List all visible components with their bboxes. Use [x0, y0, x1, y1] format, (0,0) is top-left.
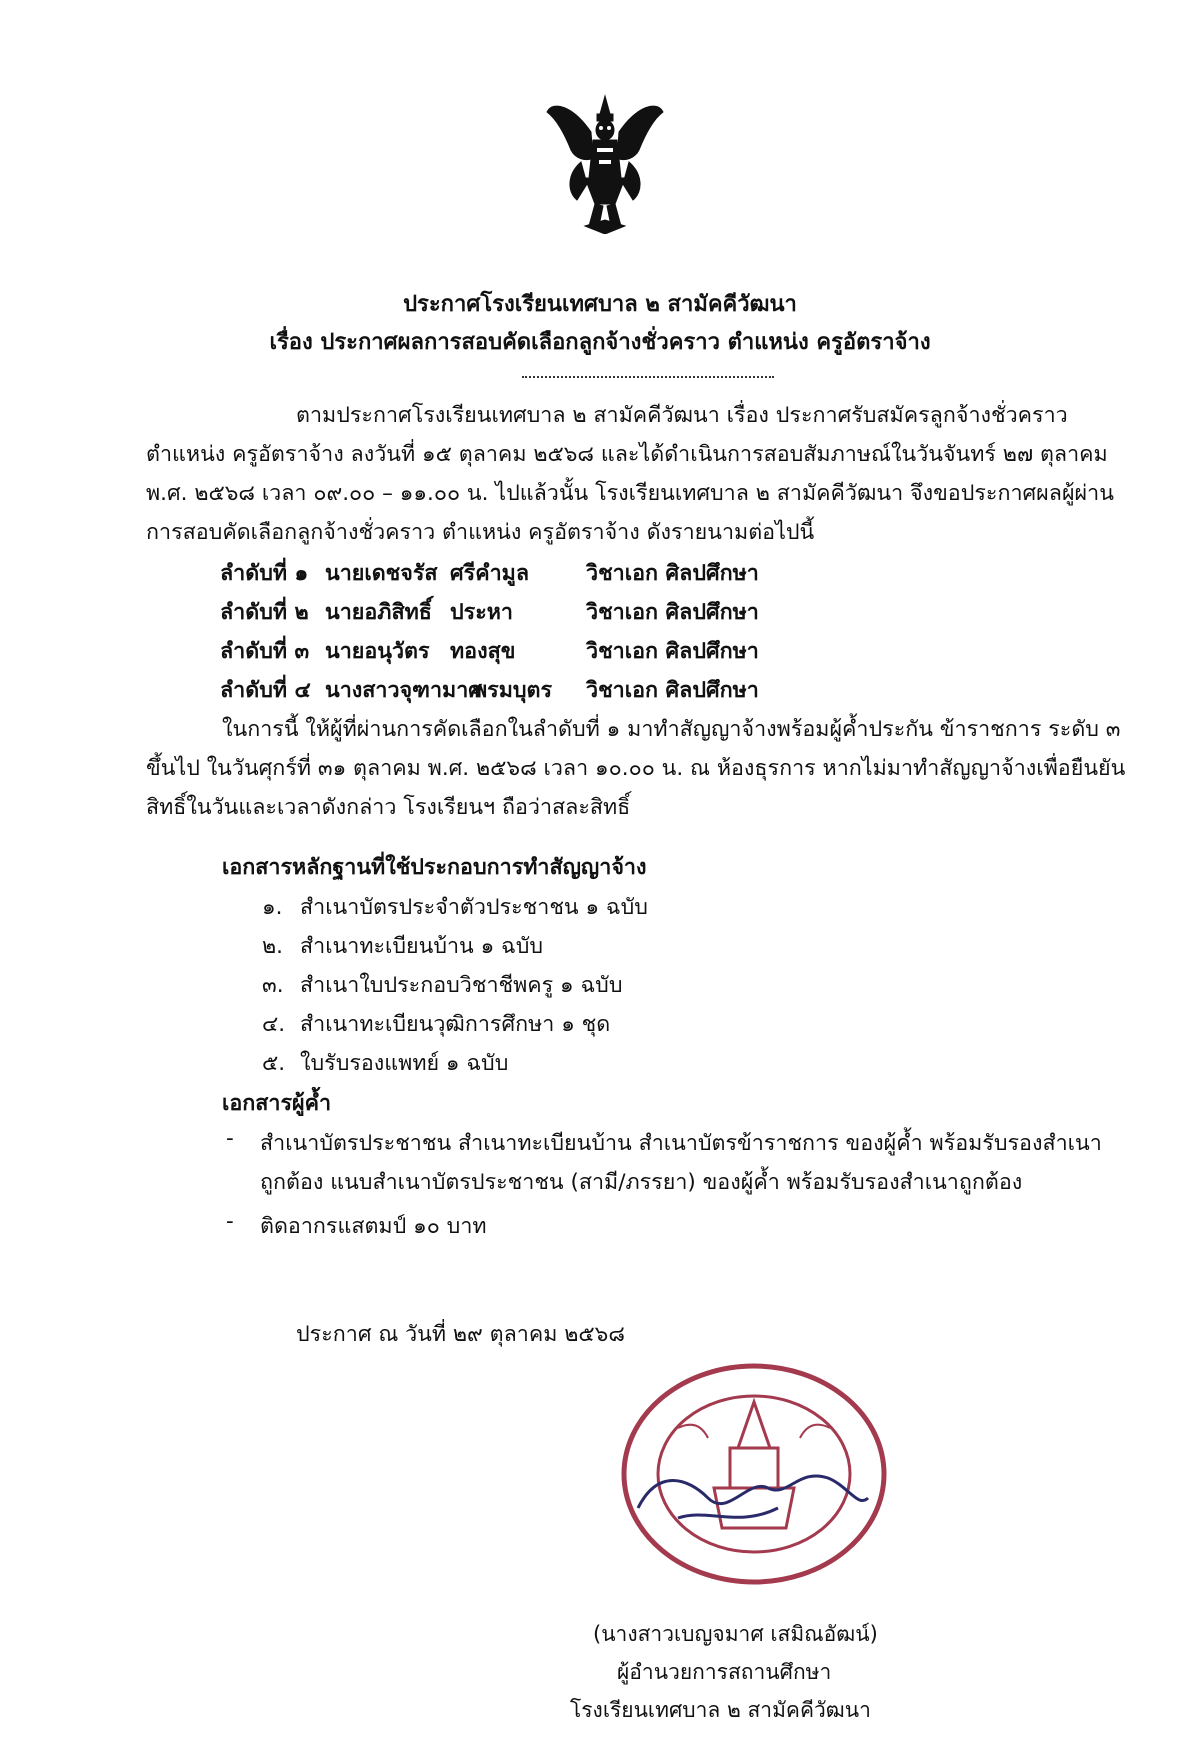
contract-line-2: ขึ้นไป ในวันศุกร์ที่ ๓๑ ตุลาคม พ.ศ. ๒๕๖๘ เวลา ๑๐.๐๐ น. ณ ห้องธุรการ หากไม่มาทำสัญญาจ้างเพื่อยืนยัน	[146, 756, 1126, 781]
bullet: -	[226, 1209, 234, 1234]
candidate-first-name: นางสาวจุฑามาศ	[325, 678, 482, 703]
intro-line-1: ตามประกาศโรงเรียนเทศบาล ๒ สามัคคีวัฒนา เรื่อง ประกาศรับสมัครลูกจ้างชั่วคราว	[296, 403, 1068, 428]
list-number: ๓.	[262, 973, 284, 998]
list-text: สำเนาบัตรประจำตัวประชาชน ๑ ฉบับ	[300, 895, 648, 920]
candidate-first-name: นายเดชจรัส	[325, 561, 438, 586]
candidate-major: วิชาเอก ศิลปศึกษา	[586, 639, 759, 664]
candidate-major: วิชาเอก ศิลปศึกษา	[586, 678, 759, 703]
title-divider	[522, 376, 774, 378]
guarantor-line-2: ถูกต้อง แนบสำเนาบัตรประชาชน (สามี/ภรรยา) ของผู้ค้ำ พร้อมรับรองสำเนาถูกต้อง	[260, 1170, 1023, 1195]
announcement-title: ประกาศโรงเรียนเทศบาล ๒ สามัคคีวัฒนา	[403, 292, 797, 317]
announcement-subject: เรื่อง ประกาศผลการสอบคัดเลือกลูกจ้างชั่วคราว ตำแหน่ง ครูอัตราจ้าง	[269, 330, 931, 355]
list-text: สำเนาทะเบียนวุฒิการศึกษา ๑ ชุด	[300, 1012, 611, 1037]
list-item	[262, 890, 648, 924]
candidate-last-name: ทองสุข	[450, 639, 516, 664]
signer-position: ผู้อำนวยการสถานศึกษา	[617, 1660, 832, 1684]
candidate-last-name: ประหา	[450, 600, 513, 625]
contract-line-3: สิทธิ์ในวันและเวลาดังกล่าว โรงเรียนฯ ถือว่าสละสิทธิ์	[146, 795, 631, 820]
list-text: สำเนาใบประกอบวิชาชีพครู ๑ ฉบับ	[300, 973, 623, 998]
bullet: -	[226, 1126, 234, 1151]
candidate-rank: ลำดับที่ ๒	[220, 600, 309, 625]
candidate-last-name: ศรีคำมูล	[450, 561, 529, 586]
list-text: ใบรับรองแพทย์ ๑ ฉบับ	[300, 1051, 509, 1076]
list-item	[262, 968, 623, 1002]
intro-line-2: ตำแหน่ง ครูอัตราจ้าง ลงวันที่ ๑๕ ตุลาคม ๒๕๖๘ และได้ดำเนินการสอบสัมภาษณ์ในวันจันทร์ ๒๗ ตุลาคม	[146, 442, 1108, 467]
candidate-first-name: นายอภิสิทธิ์	[325, 600, 432, 625]
garuda-emblem-icon	[545, 92, 665, 234]
guarantor-heading: เอกสารผู้ค้ำ	[222, 1091, 332, 1116]
signer-school: โรงเรียนเทศบาล ๒ สามัคคีวัฒนา	[570, 1698, 871, 1722]
intro-line-3: พ.ศ. ๒๕๖๘ เวลา ๐๙.๐๐ – ๑๑.๐๐ น. ไปแล้วนั้น โรงเรียนเทศบาล ๒ สามัคคีวัฒนา จึงขอประกาศผลผู้ผ่าน	[146, 481, 1114, 506]
list-item	[262, 929, 543, 963]
list-number: ๔.	[262, 1012, 286, 1037]
docs-heading: เอกสารหลักฐานที่ใช้ประกอบการทำสัญญาจ้าง	[222, 855, 647, 880]
list-number: ๕.	[262, 1051, 286, 1076]
list-text: สำเนาทะเบียนบ้าน ๑ ฉบับ	[300, 934, 543, 959]
candidate-major: วิชาเอก ศิลปศึกษา	[586, 600, 759, 625]
candidate-rank: ลำดับที่ ๑	[220, 561, 309, 586]
guarantor-line-3: ติดอากรแสตมป์ ๑๐ บาท	[260, 1214, 487, 1239]
list-number: ๒.	[262, 934, 284, 959]
school-seal-stamp-icon	[618, 1358, 890, 1590]
intro-line-4: การสอบคัดเลือกลูกจ้างชั่วคราว ตำแหน่ง ครูอัตราจ้าง ดังรายนามต่อไปนี้	[146, 520, 815, 545]
announce-date: ประกาศ ณ วันที่ ๒๙ ตุลาคม ๒๕๖๘	[296, 1322, 625, 1347]
handwritten-signature-icon	[638, 1476, 868, 1518]
candidate-rank: ลำดับที่ ๔	[220, 678, 311, 703]
candidate-major: วิชาเอก ศิลปศึกษา	[586, 561, 759, 586]
list-number: ๑.	[262, 895, 283, 920]
candidate-last-name: พรมบุตร	[473, 678, 553, 703]
contract-line-1: ในการนี้ ให้ผู้ที่ผ่านการคัดเลือกในลำดับที่ ๑ มาทำสัญญาจ้างพร้อมผู้ค้ำประกัน ข้าราชการ ระดับ ๓	[222, 717, 1121, 742]
list-item	[262, 1007, 611, 1041]
signer-name: (นางสาวเบญจมาศ เสมิณอัฒน์)	[593, 1622, 878, 1646]
candidate-rank: ลำดับที่ ๓	[220, 639, 310, 664]
guarantor-line-1: สำเนาบัตรประชาชน สำเนาทะเบียนบ้าน สำเนาบัตรข้าราชการ ของผู้ค้ำ พร้อมรับรองสำเนา	[260, 1131, 1102, 1156]
candidate-first-name: นายอนุวัตร	[325, 639, 430, 664]
list-item	[262, 1046, 509, 1080]
